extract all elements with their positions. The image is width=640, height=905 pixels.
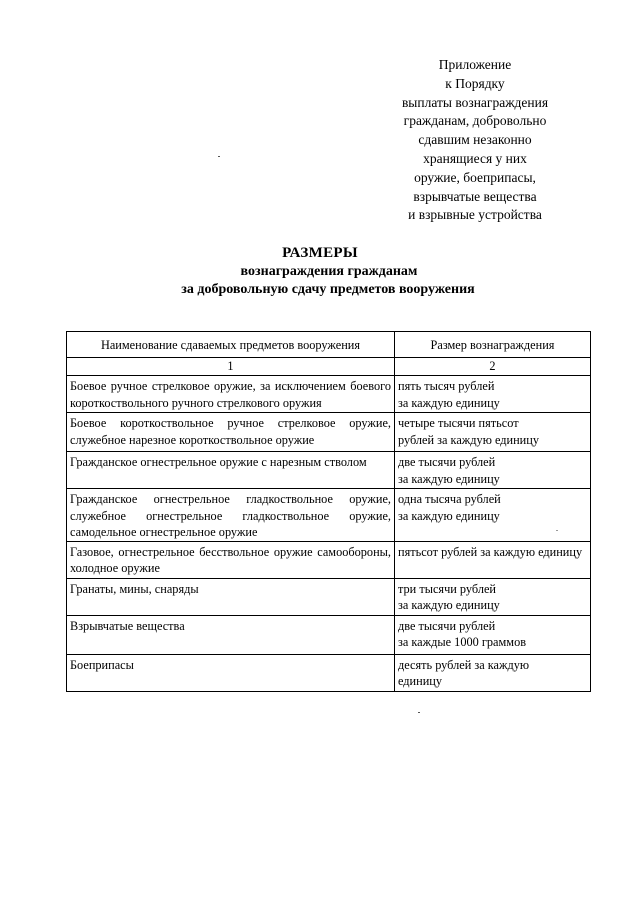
column-number: 1: [67, 358, 395, 376]
column-number: 2: [395, 358, 591, 376]
heading-subtitle-2: за добровольную сдачу предметов вооружения: [181, 282, 475, 297]
item-cell: Боевое короткоствольное ручное стрелковое оружие, служебное нарезное короткоствольное оружие: [67, 413, 395, 452]
scan-speck: [218, 156, 220, 157]
heading-title: РАЗМЕРЫ: [282, 245, 358, 261]
column-header-reward: Размер вознаграждения: [395, 332, 591, 358]
annex-note-line: выплаты вознаграждения: [401, 94, 549, 110]
rewards-table-container: [66, 331, 590, 692]
reward-cell: две тысячи рублей за каждую единицу: [395, 452, 591, 489]
table-row: [67, 489, 591, 542]
annex-note-line: и взрывные устройства: [408, 207, 542, 223]
reward-cell: пятьсот рублей за каждую единицу: [395, 541, 591, 578]
annex-note-line: оружие, боеприпасы,: [414, 169, 536, 185]
annex-note-line: Приложение: [438, 57, 512, 72]
item-cell: Взрывчатые вещества: [67, 615, 395, 654]
reward-cell: три тысячи рублей за каждую единицу: [395, 578, 591, 615]
annex-note-line: к Порядку: [445, 75, 505, 91]
reward-cell: одна тысяча рублей за каждую единицу: [395, 489, 591, 542]
table-header-row: [67, 332, 591, 358]
table-row: [67, 578, 591, 615]
reward-cell: четыре тысячи пятьсот рублей за каждую единицу: [395, 413, 591, 452]
annex-note-line: взрывчатые вещества: [413, 188, 537, 204]
annex-note-line: сдавшим незаконно: [418, 132, 532, 148]
reward-cell: десять рублей за каждую единицу: [395, 654, 591, 691]
table-row: [67, 376, 591, 413]
document-heading: [0, 244, 640, 300]
item-cell: Боеприпасы: [67, 654, 395, 691]
annex-note: [360, 56, 590, 225]
table-row: [67, 654, 591, 691]
column-header-item: Наименование сдаваемых предметов вооружения: [67, 332, 395, 358]
table-row: [67, 413, 591, 452]
item-cell: Газовое, огнестрельное бесствольное оружие самообороны, холодное оружие: [67, 541, 395, 578]
annex-note-line: гражданам, добровольно: [403, 113, 547, 129]
scan-speck: [556, 530, 558, 531]
table-row: [67, 615, 591, 654]
item-cell: Боевое ручное стрелковое оружие, за исключением боевого короткоствольного ручного стрелкового оружия: [67, 376, 395, 413]
scan-speck: [418, 712, 420, 713]
rewards-table: [66, 331, 591, 692]
annex-note-line: хранящиеся у них: [423, 150, 527, 166]
table-row: [67, 452, 591, 489]
heading-subtitle: вознаграждения гражданам: [240, 263, 418, 279]
column-number-row: [67, 358, 591, 376]
item-cell: Гражданское огнестрельное оружие с нарезным стволом: [67, 452, 395, 489]
item-cell: Гранаты, мины, снаряды: [67, 578, 395, 615]
reward-cell: пять тысяч рублей за каждую единицу: [395, 376, 591, 413]
item-cell: Гражданское огнестрельное гладкоствольное оружие, служебное огнестрельное гладкоствольное оружие, самодельное огнестрельное оружие: [67, 489, 395, 542]
table-row: [67, 541, 591, 578]
reward-cell: две тысячи рублей за каждые 1000 граммов: [395, 615, 591, 654]
